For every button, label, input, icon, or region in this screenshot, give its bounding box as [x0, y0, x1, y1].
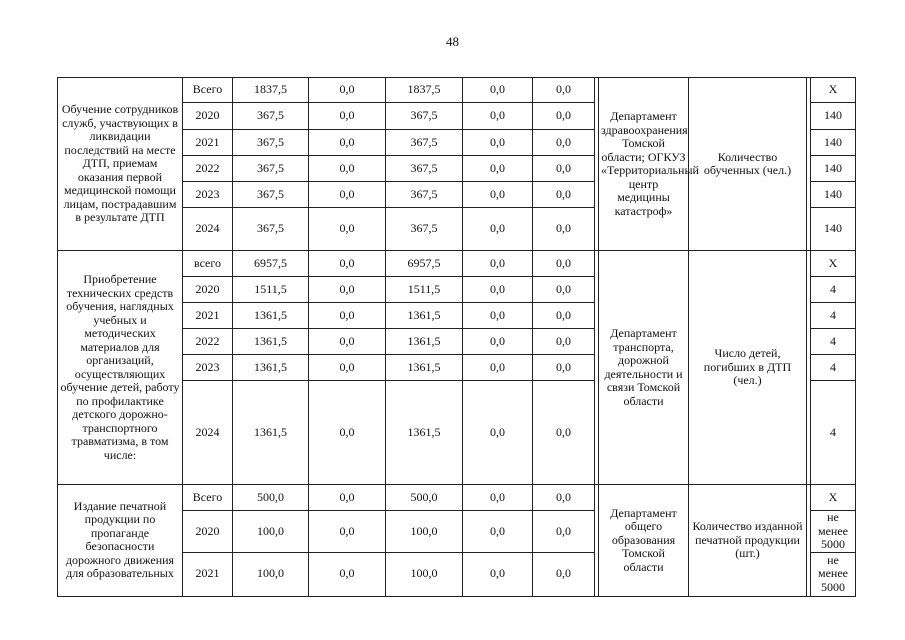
indicator-value: Х [811, 485, 856, 511]
activity-description: Приобретение технических средств обучения, наглядных учебных и методических материалов для организаций, осуществляющих обучение детей, работу по профилактике детского дорожно-транспортного травматизма, в том числе: [58, 251, 183, 485]
indicator-name: Число детей, погибших в ДТП (чел.) [689, 251, 807, 485]
federal-funding-cell: 0,0 [309, 103, 386, 130]
total-funding-cell: 367,5 [233, 182, 309, 208]
local-funding-cell: 0,0 [463, 182, 533, 208]
indicator-value: не менее 5000 [811, 552, 856, 596]
extrabudget-funding-cell: 0,0 [533, 381, 595, 485]
federal-funding-cell: 0,0 [309, 329, 386, 355]
table-row [58, 251, 856, 277]
indicator-value: 140 [811, 103, 856, 130]
year-cell: 2024 [183, 208, 233, 251]
federal-funding-cell: 0,0 [309, 78, 386, 103]
year-cell: 2024 [183, 381, 233, 485]
regional-funding-cell: 500,0 [386, 485, 463, 511]
regional-funding-cell: 1361,5 [386, 329, 463, 355]
year-cell: 2021 [183, 130, 233, 156]
extrabudget-funding-cell: 0,0 [533, 182, 595, 208]
year-cell: Всего [183, 78, 233, 103]
indicator-value: не менее 5000 [811, 511, 856, 553]
total-funding-cell: 1361,5 [233, 303, 309, 329]
activity-description: Обучение сотрудников служб, участвующих в ликвидации последствий на месте ДТП, приемам оказания первой медицинской помощи лицам, пострадавшим в результате ДТП [58, 78, 183, 251]
responsible-department: Департамент общего образования Томской области [599, 485, 689, 597]
indicator-value: 140 [811, 156, 856, 182]
local-funding-cell: 0,0 [463, 485, 533, 511]
federal-funding-cell: 0,0 [309, 208, 386, 251]
local-funding-cell: 0,0 [463, 208, 533, 251]
regional-funding-cell: 1361,5 [386, 381, 463, 485]
indicator-value: Х [811, 78, 856, 103]
federal-funding-cell: 0,0 [309, 355, 386, 381]
program-table [57, 77, 856, 597]
federal-funding-cell: 0,0 [309, 511, 386, 553]
regional-funding-cell: 1361,5 [386, 303, 463, 329]
local-funding-cell: 0,0 [463, 277, 533, 303]
total-funding-cell: 1361,5 [233, 355, 309, 381]
year-cell: 2022 [183, 156, 233, 182]
extrabudget-funding-cell: 0,0 [533, 78, 595, 103]
total-funding-cell: 1361,5 [233, 381, 309, 485]
extrabudget-funding-cell: 0,0 [533, 552, 595, 596]
federal-funding-cell: 0,0 [309, 277, 386, 303]
responsible-department: Департамент здравоохранения Томской области; ОГКУЗ «Территориальный центр медицины катастроф» [599, 78, 689, 251]
table-row [58, 78, 856, 103]
total-funding-cell: 1361,5 [233, 329, 309, 355]
total-funding-cell: 367,5 [233, 103, 309, 130]
local-funding-cell: 0,0 [463, 103, 533, 130]
total-funding-cell: 100,0 [233, 552, 309, 596]
extrabudget-funding-cell: 0,0 [533, 303, 595, 329]
extrabudget-funding-cell: 0,0 [533, 485, 595, 511]
regional-funding-cell: 367,5 [386, 103, 463, 130]
regional-funding-cell: 367,5 [386, 130, 463, 156]
extrabudget-funding-cell: 0,0 [533, 277, 595, 303]
regional-funding-cell: 1511,5 [386, 277, 463, 303]
regional-funding-cell: 100,0 [386, 552, 463, 596]
local-funding-cell: 0,0 [463, 329, 533, 355]
indicator-value: 140 [811, 208, 856, 251]
regional-funding-cell: 6957,5 [386, 251, 463, 277]
federal-funding-cell: 0,0 [309, 130, 386, 156]
indicator-name: Количество обученных (чел.) [689, 78, 807, 251]
local-funding-cell: 0,0 [463, 552, 533, 596]
local-funding-cell: 0,0 [463, 156, 533, 182]
regional-funding-cell: 100,0 [386, 511, 463, 553]
extrabudget-funding-cell: 0,0 [533, 511, 595, 553]
year-cell: Всего [183, 485, 233, 511]
local-funding-cell: 0,0 [463, 511, 533, 553]
total-funding-cell: 367,5 [233, 208, 309, 251]
total-funding-cell: 500,0 [233, 485, 309, 511]
total-funding-cell: 1511,5 [233, 277, 309, 303]
indicator-name: Количество изданной печатной продукции (шт.) [689, 485, 807, 597]
local-funding-cell: 0,0 [463, 355, 533, 381]
indicator-value: 4 [811, 355, 856, 381]
federal-funding-cell: 0,0 [309, 251, 386, 277]
year-cell: 2020 [183, 511, 233, 553]
extrabudget-funding-cell: 0,0 [533, 208, 595, 251]
year-cell: 2020 [183, 103, 233, 130]
federal-funding-cell: 0,0 [309, 381, 386, 485]
total-funding-cell: 100,0 [233, 511, 309, 553]
extrabudget-funding-cell: 0,0 [533, 156, 595, 182]
local-funding-cell: 0,0 [463, 130, 533, 156]
extrabudget-funding-cell: 0,0 [533, 130, 595, 156]
federal-funding-cell: 0,0 [309, 485, 386, 511]
indicator-value: 4 [811, 277, 856, 303]
extrabudget-funding-cell: 0,0 [533, 329, 595, 355]
year-cell: всего [183, 251, 233, 277]
total-funding-cell: 367,5 [233, 156, 309, 182]
extrabudget-funding-cell: 0,0 [533, 355, 595, 381]
year-cell: 2020 [183, 277, 233, 303]
federal-funding-cell: 0,0 [309, 552, 386, 596]
federal-funding-cell: 0,0 [309, 156, 386, 182]
local-funding-cell: 0,0 [463, 381, 533, 485]
extrabudget-funding-cell: 0,0 [533, 103, 595, 130]
year-cell: 2021 [183, 552, 233, 596]
indicator-value: 4 [811, 381, 856, 485]
year-cell: 2021 [183, 303, 233, 329]
regional-funding-cell: 1361,5 [386, 355, 463, 381]
total-funding-cell: 367,5 [233, 130, 309, 156]
regional-funding-cell: 367,5 [386, 156, 463, 182]
year-cell: 2022 [183, 329, 233, 355]
indicator-value: 4 [811, 303, 856, 329]
table-row [58, 485, 856, 511]
responsible-department: Департамент транспорта, дорожной деятельности и связи Томской области [599, 251, 689, 485]
page-number: 48 [446, 34, 459, 49]
federal-funding-cell: 0,0 [309, 182, 386, 208]
indicator-value: Х [811, 251, 856, 277]
local-funding-cell: 0,0 [463, 78, 533, 103]
indicator-value: 4 [811, 329, 856, 355]
year-cell: 2023 [183, 182, 233, 208]
federal-funding-cell: 0,0 [309, 303, 386, 329]
regional-funding-cell: 367,5 [386, 208, 463, 251]
local-funding-cell: 0,0 [463, 303, 533, 329]
regional-funding-cell: 1837,5 [386, 78, 463, 103]
extrabudget-funding-cell: 0,0 [533, 251, 595, 277]
regional-funding-cell: 367,5 [386, 182, 463, 208]
total-funding-cell: 6957,5 [233, 251, 309, 277]
indicator-value: 140 [811, 130, 856, 156]
indicator-value: 140 [811, 182, 856, 208]
year-cell: 2023 [183, 355, 233, 381]
local-funding-cell: 0,0 [463, 251, 533, 277]
total-funding-cell: 1837,5 [233, 78, 309, 103]
activity-description: Издание печатной продукции по пропаганде безопасности дорожного движения для образовательных [58, 485, 183, 597]
